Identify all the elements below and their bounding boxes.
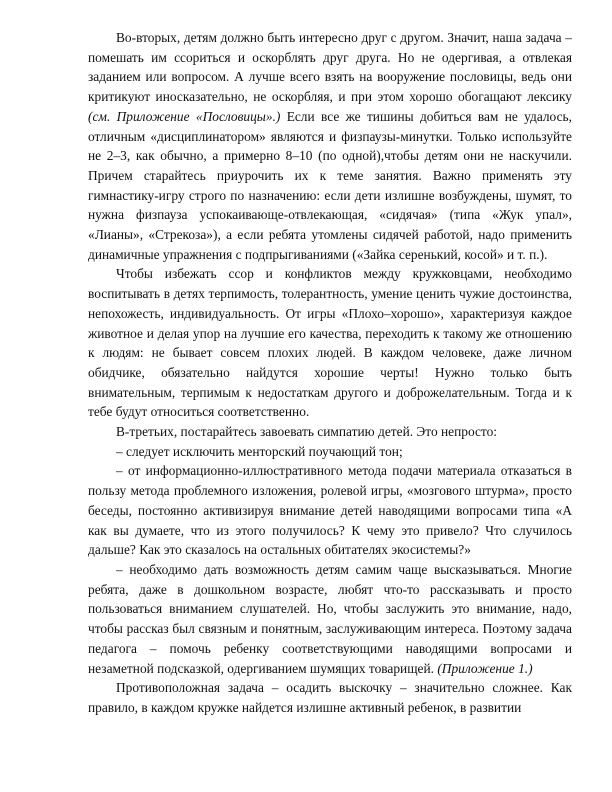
appendix-reference-proverbs: (см. Приложение «Пословицы».) — [88, 108, 281, 124]
paragraph-sympathy: В-третьих, постарайтесь завоевать симпатию детей. Это непросто: — [116, 424, 498, 440]
paragraph-pedagogy-proverbs — [88, 28, 572, 264]
paragraph-text: Во-вторых, детям должно быть интересно друг с другом. Значит, наша задача – помешать им ссориться и оскорблять друг друга. Но не одергивая, а отвлекая заданием или вопросом. А лучше всего взять на вооружение пословицы, ведь они критикуют иносказательно, не оскорбляя, и при этом хорошо обогащают лексику — [88, 30, 572, 105]
list-item-children-speak — [88, 560, 572, 678]
list-item-problem-method: – от информационно-иллюстративного метода подачи материала отказаться в пользу метода проблемного изложения, ролевой игры, «мозгового штурма», просто беседы, постоянно активизируя внимание детей наводящими вопросами типа «А как вы думаете, что из этого получилось? К чему это привело? Что случилось дальше? Как это сказалось на остальных обитателях экосистемы?» — [88, 463, 572, 558]
appendix-reference-1: (Приложение 1.) — [437, 660, 533, 676]
document-page — [88, 28, 572, 718]
paragraph-tolerance: Чтобы избежать ссор и конфликтов между кружковцами, необходимо воспитывать в детях терпимость, толерантность, умение ценить чужие достоинства, непохожесть, индивидуальность. От игры «Плохо–хорошо», характеризуя каждое животное и делая упор на лучшие его качества, переходить к такому же отношению к людям: не бывает совсем плохих людей. В каждом человеке, даже личном обидчике, обязательно найдутся хорошие черты! Нужно только быть внимательным, терпимым к недостаткам другого и доброжелательным. Тогда и к тебе будут относиться соответственно. — [88, 266, 572, 420]
list-item-mentor-tone: – следует исключить менторский поучающий тон; — [116, 443, 403, 459]
paragraph-text: – необходимо дать возможность детям самим чаще высказываться. Многие ребята, даже в дошкольном возрасте, любят что-то рассказывать и просто пользоваться вниманием слушателей. Но, чтобы заслужить это внимание, надо, чтобы рассказ был связным и понятным, заслуживающим интереса. Поэтому задача педагога – помочь ребенку соответствующими наводящими вопросами и незаметной подсказкой, одергиванием шумящих товарищей. — [88, 561, 572, 676]
paragraph-upstart: Противоположная задача – осадить выскочку – значительно сложнее. Как правило, в каждом кружке найдется излишне активный ребенок, в развитии — [88, 680, 572, 715]
paragraph-text: Если все же тишины добиться вам не удалось, отличным «дисциплинатором» являются и физпаузы-минутки. Только используйте не 2–3, как обычно, а примерно 8–10 (по одной),чтобы детям они не наскучили. Причем старайтесь приурочить их к теме занятия. Важно применять эту гимнастику-игру строго по назначению: если дети излишне возбуждены, шумят, то нужна физпауза успокаивающе-отвлекающая, «сидячая» (типа «Жук упал», «Лианы», «Стрекоза»), а если ребята утомлены сидячей работой, надо применить динамичные упражнения с подпрыгиваниями («Зайка серенький, косой» и т. п.). — [88, 108, 572, 262]
